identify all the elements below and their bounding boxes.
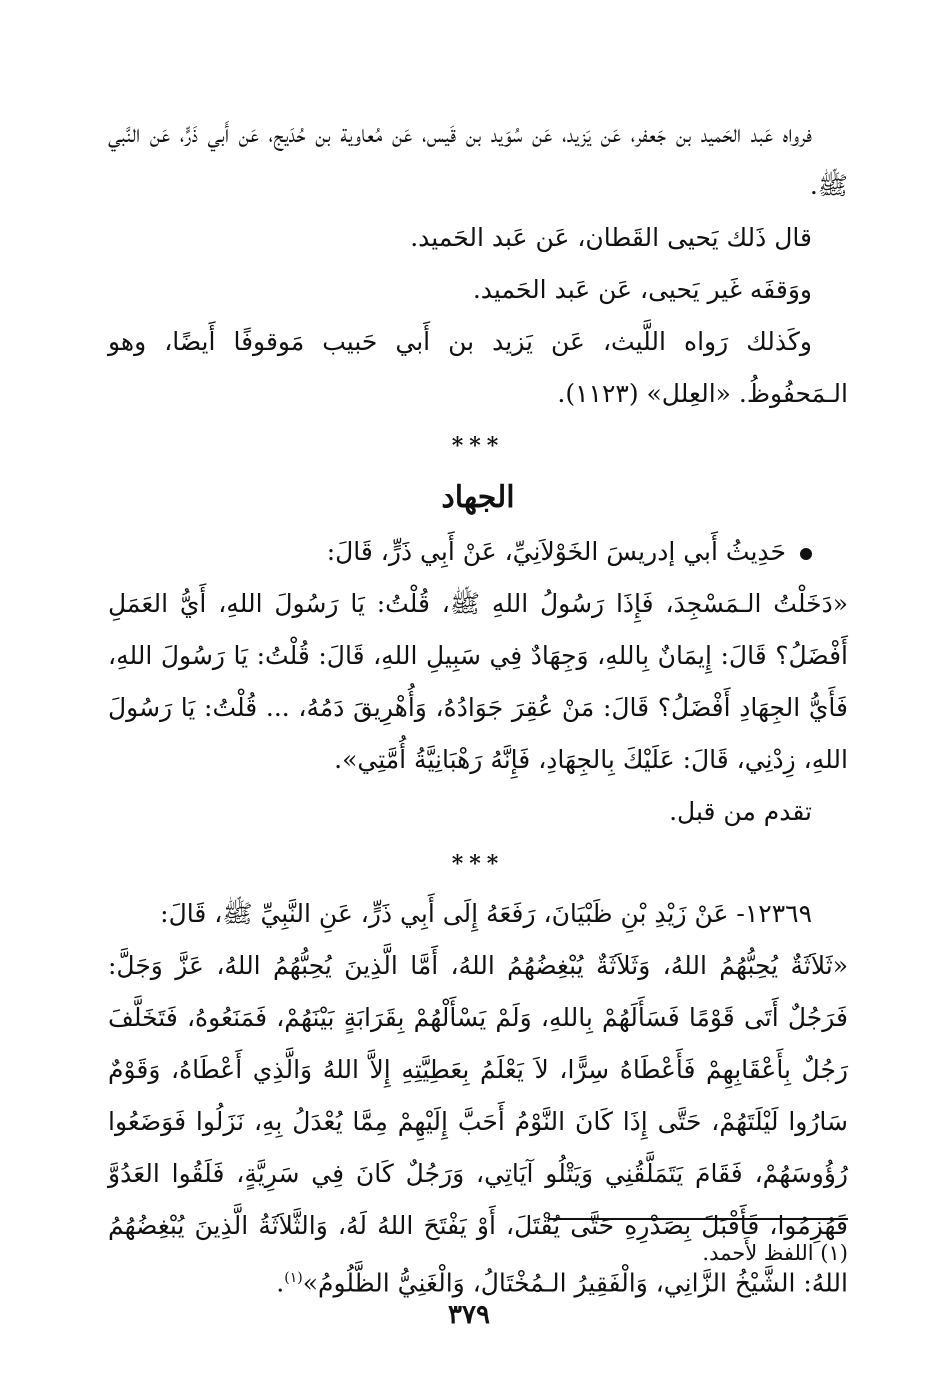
section-divider: *** <box>451 433 505 459</box>
page-number: ٣٧٩ <box>448 1300 490 1330</box>
paragraph-waqf: ووَقفَه غَير يَحيى، عَن عَبد الحَميد. <box>472 275 812 304</box>
page-body <box>108 108 848 1309</box>
hadith-text: «دَخَلْتُ الـمَسْجِدَ، فَإِذَا رَسُولُ اللهِ ﷺ، قُلْتُ: يَا رَسُولَ اللهِ، أَيُّ العَمَلِ أَفْضَلُ؟ قَالَ: إِيمَانٌ بِاللهِ، وَجِهَادٌ فِي سَبِيلِ اللهِ، قَالَ: قُلْتُ: يَا رَسُولَ اللهِ، فَأَيُّ الجِهَادِ أَفْضَلُ؟ قَالَ: مَنْ عُقِرَ جَوَادُهُ، وَأُهْرِيقَ دَمُهُ، ... قُلْتُ: يَا رَسُولَ اللهِ، زِدْنِي، قَالَ: عَلَيْكَ بِالجِهَادِ، فَإِنَّهُ رَهْبَانِيَّةُ أُمَّتِي». <box>108 589 848 774</box>
note-previous: تقدم من قبل. <box>669 797 812 826</box>
hadith-text-2-body: «ثَلاَثَةٌ يُحِبُّهُمُ اللهُ، وَثَلاَثَةٌ يُبْغِضُهُمُ اللهُ، أَمَّا الَّذِينَ يُحِبُّهُمُ اللهُ، عَزَّ وَجَلَّ: فَرَجُلٌ أَتَى قَوْمًا فَسَأَلَهُمْ بِاللهِ، وَلَمْ يَسْأَلْهُمْ بِقَرَابَةٍ بَيْنَهُمْ، فَمَنَعُوهُ، فَتَخَلَّفَ رَجُلٌ بِأَعْقَابِهِمْ فَأَعْطَاهُ سِرًّا، لاَ يَعْلَمُ بِعَطِيَّتِهِ إِلاَّ اللهُ وَالَّذِي أَعْطَاهُ، وَقَوْمٌ سَارُوا لَيْلَتَهُمْ، حَتَّى إِذَا كَانَ النَّوْمُ أَحَبَّ إِلَيْهِمْ مِمَّا يُعْدَلُ بِهِ، نَزَلُوا فَوَضَعُوا رُؤُوسَهُمْ، فَقَامَ يَتَمَلَّقُنِي وَيَتْلُو آيَاتِي، وَرَجُلٌ كَانَ فِي سَرِيَّةٍ، فَلَقُوا العَدُوَّ فَهُزِمُوا، فَأَقْبَلَ بِصَدْرِهِ حَتَّى يُقْتَلَ، أَوْ يَفْتَحَ اللهُ لَهُ، وَالثَّلاَثَةُ الَّذِينَ يُبْغِضُهُمُ اللهُ: الشَّيْخُ الزَّانِي، وَالْفَقِيرُ الـمُخْتَالُ، وَالْغَنِيُّ الظَّلُومُ» <box>108 951 848 1298</box>
footnote-separator <box>548 1218 848 1220</box>
hadith-number-intro: ١٢٣٦٩- عَنْ زَيْدِ بْنِ ظَبْيَانَ، رَفَعَهُ إِلَى أَبِي ذَرٍّ، عَنِ النَّبِيِّ ﷺ، قَالَ: <box>160 899 812 928</box>
paragraph-layth: وكَذلك رَواه اللَّيث، عَن يَزيد بن أَبي حَبيب مَوقوفًا أَيضًا، وهو الـمَحفُوظُ. «العِلل» (١١٢٣). <box>108 327 848 408</box>
bullet-item <box>108 526 848 578</box>
section-divider: *** <box>451 851 505 877</box>
hadith-text-2: «ثَلاَثَةٌ يُحِبُّهُمُ اللهُ، وَثَلاَثَةٌ يُبْغِضُهُمُ اللهُ، أَمَّا الَّذِينَ يُحِبُّهُمُ اللهُ، عَزَّ وَجَلَّ: فَرَجُلٌ أَتَى قَوْمًا فَسَأَلَهُمْ بِاللهِ، وَلَمْ يَسْأَلْهُمْ بِقَرَابَةٍ بَيْنَهُمْ، فَمَنَعُوهُ، فَتَخَلَّفَ رَجُلٌ بِأَعْقَابِهِمْ فَأَعْطَاهُ سِرًّا، لاَ يَعْلَمُ بِعَطِيَّتِهِ إِلاَّ اللهُ وَالَّذِي أَعْطَاهُ، وَقَوْمٌ سَارُوا لَيْلَتَهُمْ، حَتَّى إِذَا كَانَ النَّوْمُ أَحَبَّ إِلَيْهِمْ مِمَّا يُعْدَلُ بِهِ، نَزَلُوا فَوَضَعُوا رُؤُوسَهُمْ، فَقَامَ يَتَمَلَّقُنِي وَيَتْلُو آيَاتِي، وَرَجُلٌ كَانَ فِي سَرِيَّةٍ، فَلَقُوا العَدُوَّ فَهُزِمُوا، فَأَقْبَلَ بِصَدْرِهِ حَتَّى يُقْتَلَ، أَوْ يَفْتَحَ اللهُ لَهُ، وَالثَّلاَثَةُ الَّذِينَ يُبْغِضُهُمُ اللهُ: الشَّيْخُ الزَّانِي، وَالْفَقِيرُ الـمُخْتَالُ، وَالْغَنِيُّ الظَّلُومُ»$^{(١)}$. <box>108 951 848 1298</box>
footnote: (١) اللفظ لأَحمد. <box>702 1241 848 1265</box>
bullet-dot-icon <box>800 548 812 560</box>
footnote-marker: (١) <box>284 1270 303 1286</box>
section-heading: الجهاد <box>441 480 515 515</box>
bullet-item-text: حَدِيثُ أَبي إدريسَ الخَوْلاَنِيِّ، عَنْ أَبِي ذَرٍّ، قَالَ: <box>326 537 786 566</box>
paragraph-narration-chain: فرواه عَبد الحَميد بن جَعفر، عَن يَزيد، عَن سُوَيد بن قَيس، عَن مُعاوية بن حُدَيج، عَن أَبي ذَرٍّ، عَن النَّبي ﷺ. <box>108 119 848 200</box>
paragraph-qattan: قال ذَلك يَحيى القَطان، عَن عَبد الحَميد. <box>410 223 812 252</box>
